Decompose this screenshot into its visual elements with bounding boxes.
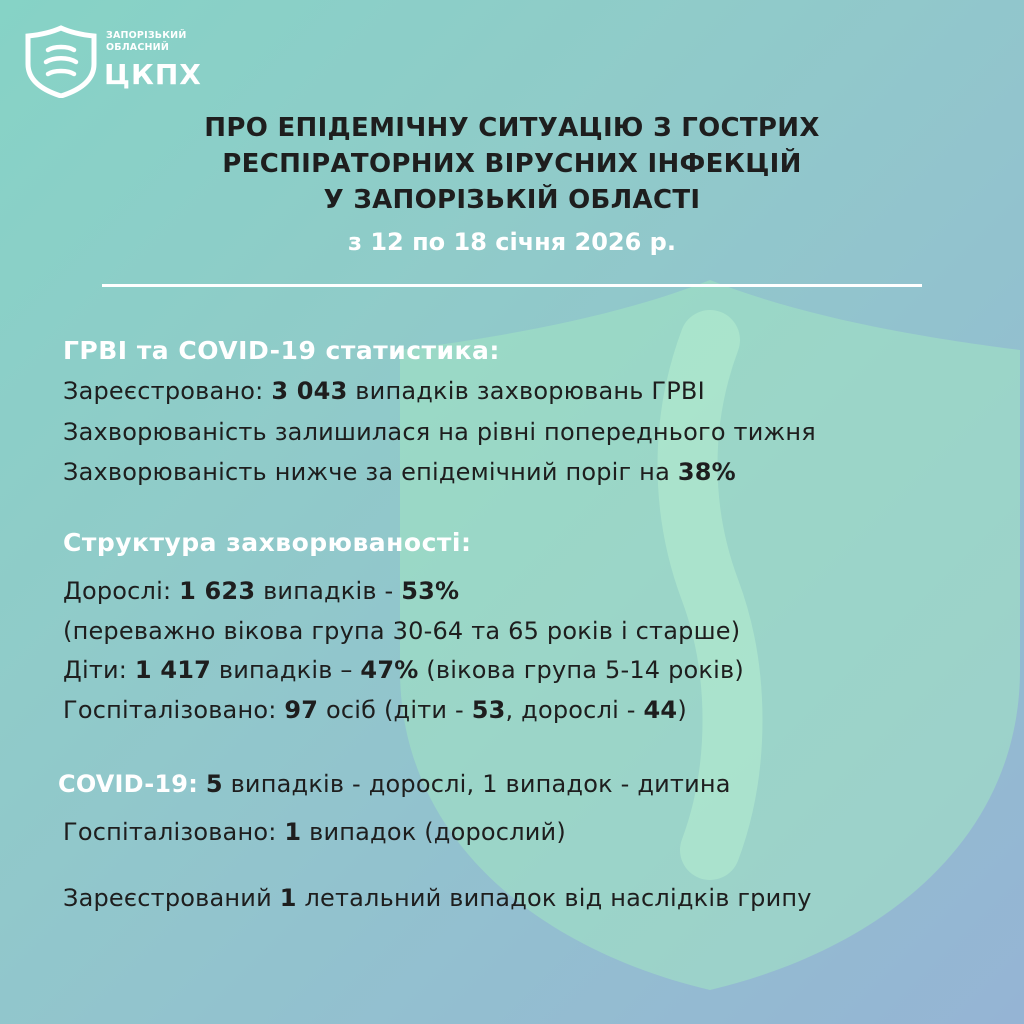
shield-logo-icon (24, 24, 98, 98)
section-heading-stats: ГРВІ та COVID-19 статистика: (63, 336, 500, 365)
title-divider (102, 284, 922, 287)
stat-children: Діти: 1 417 випадків – 47% (вікова група 5-14 років) (63, 656, 744, 684)
logo-line1: ЗАПОРІЗЬКИЙ (106, 30, 187, 41)
stat-lethal: Зареєстрований 1 летальний випадок від наслідків грипу (63, 884, 812, 912)
stat-adults: Дорослі: 1 623 випадків - 53% (63, 577, 460, 605)
title-date: з 12 по 18 січня 2026 р. (348, 228, 676, 256)
title-line2: РЕСПІРАТОРНИХ ВІРУСНИХ ІНФЕКЦІЙ (222, 149, 802, 179)
logo-line2: ОБЛАСНИЙ (106, 42, 169, 53)
stat-covid: COVID-19: 5 випадків - дорослі, 1 випадок - дитина (58, 770, 731, 798)
stat-adults-age: (переважно вікова група 30-64 та 65 років і старше) (63, 617, 741, 645)
logo (24, 24, 204, 104)
page-title (0, 110, 1024, 262)
section-heading-structure: Структура захворюваності: (63, 528, 472, 557)
stat-registered: Зареєстровано: 3 043 випадків захворювань ГРВІ (63, 377, 705, 405)
stat-hospitalized: Госпіталізовано: 97 осіб (діти - 53, дорослі - 44) (63, 696, 687, 724)
logo-abbr: ЦКПХ (104, 58, 202, 91)
stat-level: Захворюваність залишилася на рівні попереднього тижня (63, 418, 816, 446)
stat-threshold: Захворюваність нижче за епідемічний поріг на 38% (63, 458, 736, 486)
stat-covid-hospitalized: Госпіталізовано: 1 випадок (дорослий) (63, 818, 566, 846)
covid-label: COVID-19: (58, 770, 198, 798)
title-line3: У ЗАПОРІЗЬКІЙ ОБЛАСТІ (323, 185, 701, 215)
title-line1: ПРО ЕПІДЕМІЧНУ СИТУАЦІЮ З ГОСТРИХ (204, 113, 820, 143)
